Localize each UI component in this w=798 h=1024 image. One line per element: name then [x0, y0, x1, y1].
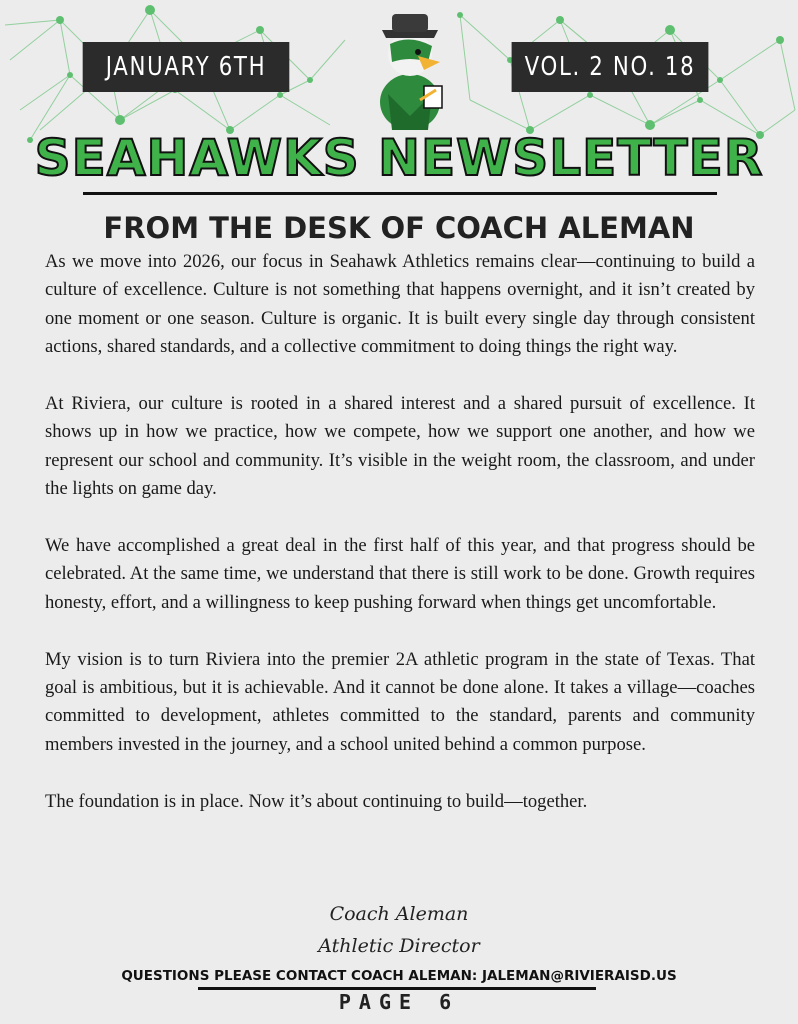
date-badge: JANUARY 6TH	[83, 42, 290, 92]
volume-badge: VOL. 2 NO. 18	[512, 42, 709, 92]
paragraph: The foundation is in place. Now it’s about continuing to build—together.	[45, 790, 588, 812]
signature-name: Coach Aleman	[329, 903, 469, 925]
signature-role: Athletic Director	[318, 935, 480, 957]
paragraph: My vision is to turn Riviera into the premier 2A athletic program in the state of Texas. That goal is ambitious, but it is achievable. And it cannot be done alone. It takes a village—coaches committed to development, athletes committed to the standard, parents and community members invested in the journey, and a school united behind a common purpose.	[45, 648, 755, 755]
page-number: PAGE 6	[338, 990, 460, 1014]
title-divider	[83, 192, 717, 195]
newsletter-subtitle: FROM THE DESK OF COACH ALEMAN	[103, 211, 695, 245]
contact-line: QUESTIONS PLEASE CONTACT COACH ALEMAN: JALEMAN@RIVIERAISD.US	[121, 968, 677, 984]
article-body	[45, 248, 755, 844]
seahawk-reporter-mascot-icon	[358, 4, 462, 132]
paragraph: We have accomplished a great deal in the first half of this year, and that progress should be celebrated. At the same time, we understand that there is still work to be done. Growth requires honesty, effort, and a willingness to keep pushing forward when things get uncomfortable.	[45, 535, 755, 613]
paragraph: As we move into 2026, our focus in Seahawk Athletics remains clear—continuing to build a culture of excellence. Culture is not something that happens overnight, and it isn’t created by one moment or one season. Culture is organic. It is built every single day through consistent actions, shared standards, and a collective commitment to doing things the right way.	[45, 251, 755, 358]
newsletter-title: SEAHAWKS NEWSLETTER	[34, 129, 764, 187]
paragraph: At Riviera, our culture is rooted in a shared interest and a shared pursuit of excellence. It shows up in how we practice, how we compete, how we support one another, and how we represent our school and community. It’s visible in the weight room, the classroom, and under the lights on game day.	[45, 393, 755, 500]
